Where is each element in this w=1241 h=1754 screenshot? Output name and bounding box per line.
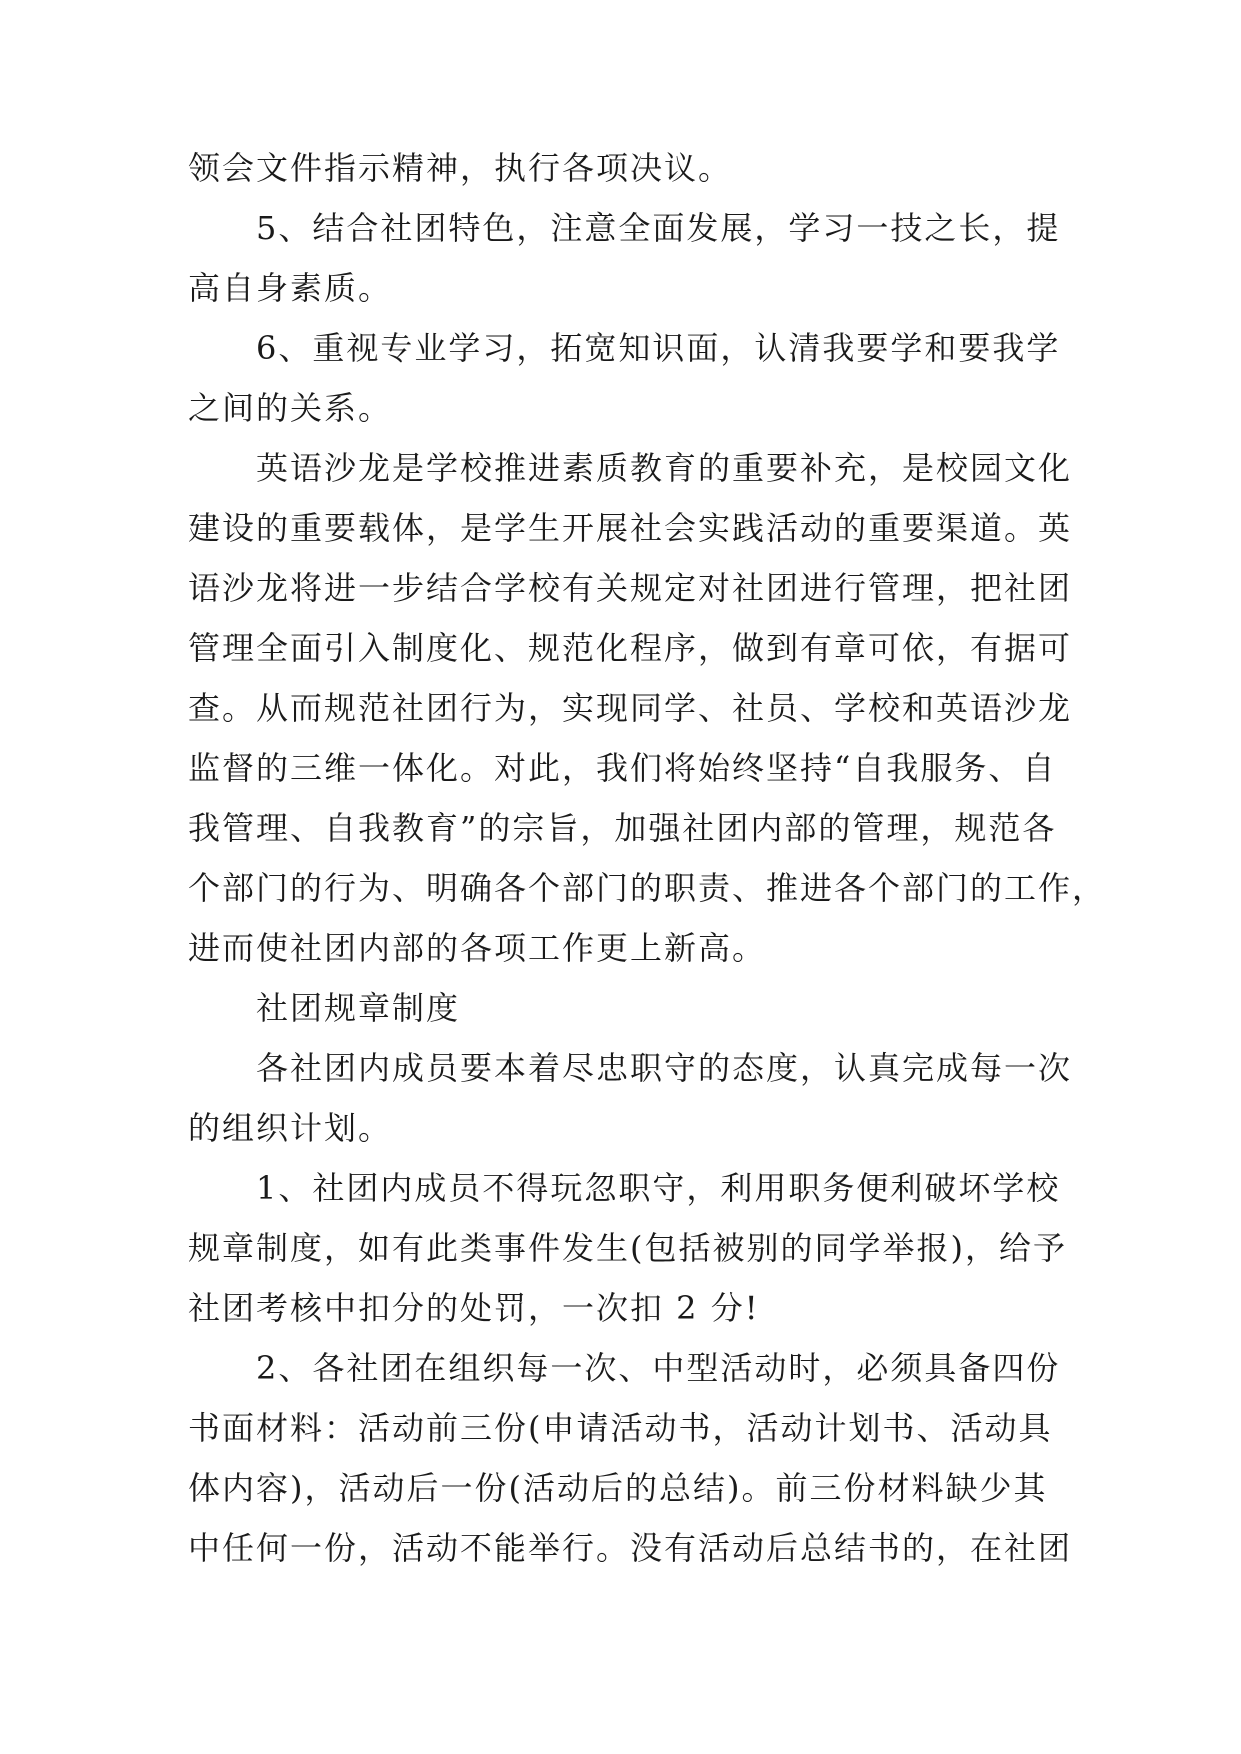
text-line: 建设的重要载体，是学生开展社会实践活动的重要渠道。英 [188, 509, 1073, 547]
text-line: 进而使社团内部的各项工作更上新高。 [188, 929, 767, 967]
text-line: 规章制度，如有此类事件发生(包括被别的同学举报)，给予 [188, 1229, 1067, 1267]
text-line: 监督的三维一体化。对此，我们将始终坚持“自我服务、自 [188, 749, 1057, 787]
text-line: 管理全面引入制度化、规范化程序，做到有章可依，有据可 [188, 629, 1073, 667]
text-line: 体内容)，活动后一份(活动后的总结)。前三份材料缺少其 [188, 1469, 1048, 1507]
text-line: 中任何一份，活动不能举行。没有活动后总结书的，在社团 [188, 1529, 1073, 1567]
text-line: 5、结合社团特色，注意全面发展，学习一技之长，提 [256, 209, 1061, 247]
text-line: 之间的关系。 [188, 389, 393, 427]
text-line: 各社团内成员要本着尽忠职守的态度，认真完成每一次 [256, 1049, 1073, 1087]
text-line: 6、重视专业学习，拓宽知识面，认清我要学和要我学 [256, 329, 1061, 367]
text-line: 2、各社团在组织每一次、中型活动时，必须具备四份 [256, 1349, 1061, 1387]
text-line: 1、社团内成员不得玩忽职守，利用职务便利破坏学校 [256, 1169, 1061, 1207]
text-line: 个部门的行为、明确各个部门的职责、推进各个部门的工作， [188, 869, 1107, 907]
text-line: 语沙龙将进一步结合学校有关规定对社团进行管理，把社团 [188, 569, 1073, 607]
section-heading: 社团规章制度 [256, 989, 461, 1027]
text-line: 领会文件指示精神，执行各项决议。 [188, 149, 733, 187]
text-line: 英语沙龙是学校推进素质教育的重要补充，是校园文化 [256, 449, 1073, 487]
text-line: 查。从而规范社团行为，实现同学、社员、学校和英语沙龙 [188, 689, 1073, 727]
text-line: 社团考核中扣分的处罚，一次扣 2 分! [188, 1289, 760, 1327]
text-line: 高自身素质。 [188, 269, 393, 307]
text-line: 的组织计划。 [188, 1109, 393, 1147]
text-line: 我管理、自我教育”的宗旨，加强社团内部的管理，规范各 [188, 809, 1057, 847]
text-line: 书面材料：活动前三份(申请活动书，活动计划书、活动具 [188, 1409, 1053, 1447]
